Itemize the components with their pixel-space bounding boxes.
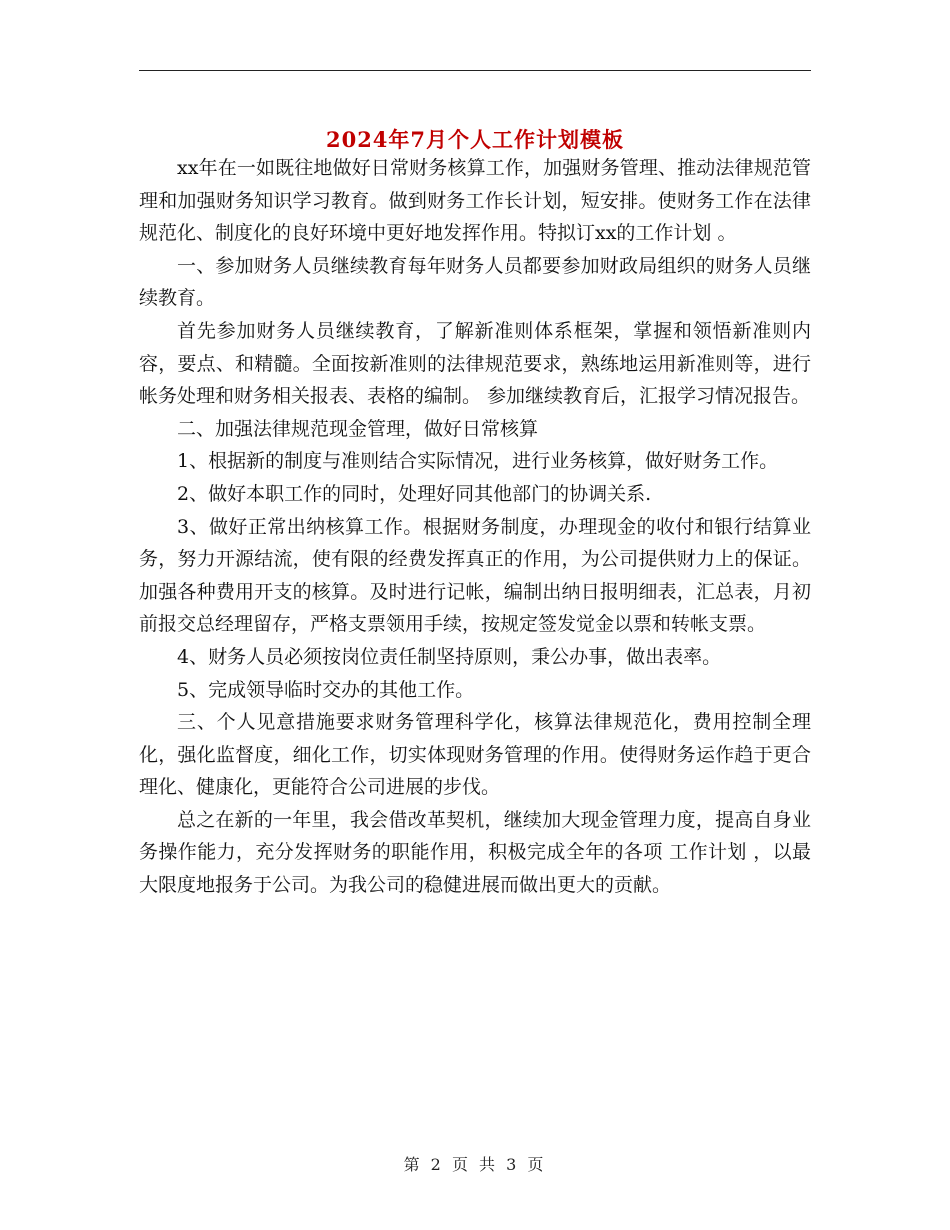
paragraph-conclusion: 总之在新的一年里，我会借改革契机，继续加大现金管理力度，提高自身业务操作能力，充分发挥财务的职能作用，积极完成全年的各项 工作计划 ，以最大限度地报务于公司。为我公司的稳健进展而做出更大的贡献。 (139, 808, 811, 897)
paragraph-section-2-heading: 二、加强法律规范现金管理，做好日常核算 (177, 417, 539, 440)
paragraph-item-2: 2、做好本职工作的同时，处理好同其他部门的协调关系. (177, 482, 652, 505)
document-title: 2024年7月个人工作计划模板 (325, 127, 625, 153)
document-body (139, 152, 811, 902)
header-rule (139, 70, 811, 71)
paragraph-item-3: 3、做好正常出纳核算工作。根据财务制度，办理现金的收付和银行结算业务，努力开源结流，使有限的经费发挥真正的作用，为公司提供财力上的保证。加强各种费用开支的核算。及时进行记帐，编制出纳日报明细表，汇总表，月初前报交总经理留存，严格支票领用手续，按规定签发觉金以票和转帐支票。 (139, 515, 811, 636)
paragraph-section-3: 三、个人见意措施要求财务管理科学化，核算法律规范化，费用控制全理化，强化监督度，细化工作，切实体现财务管理的作用。使得财务运作趋于更合理化、健康化，更能符合公司进展的步伐。 (139, 711, 811, 799)
paragraph-item-1: 1、根据新的制度与准则结合实际情况，进行业务核算，做好财务工作。 (177, 450, 779, 473)
paragraph-item-5: 5、完成领导临时交办的其他工作。 (177, 678, 475, 701)
page-number-footer: 第 2 页 共 3 页 (403, 1155, 547, 1174)
paragraph-item-4: 4、财务人员必须按岗位责任制坚持原则，秉公办事，做出表率。 (177, 645, 722, 668)
paragraph-section-1-body: 首先参加财务人员继续教育，了解新准则体系框架，掌握和领悟新准则内容，要点、和精髓。全面按新准则的法律规范要求，熟练地运用新准则等，进行帐务处理和财务相关报表、表格的编制。 参加继续教育后，汇报学习情况报告。 (139, 319, 811, 408)
paragraph-section-1-heading: 一、参加财务人员继续教育每年财务人员都要参加财政局组织的财务人员继续教育。 (139, 254, 811, 310)
paragraph-intro: xx年在一如既往地做好日常财务核算工作，加强财务管理、推动法律规范管理和加强财务知识学习教育。做到财务工作长计划，短安排。使财务工作在法律规范化、制度化的良好环境中更好地发挥作用。特拟订xx的工作计划 。 (139, 157, 811, 245)
